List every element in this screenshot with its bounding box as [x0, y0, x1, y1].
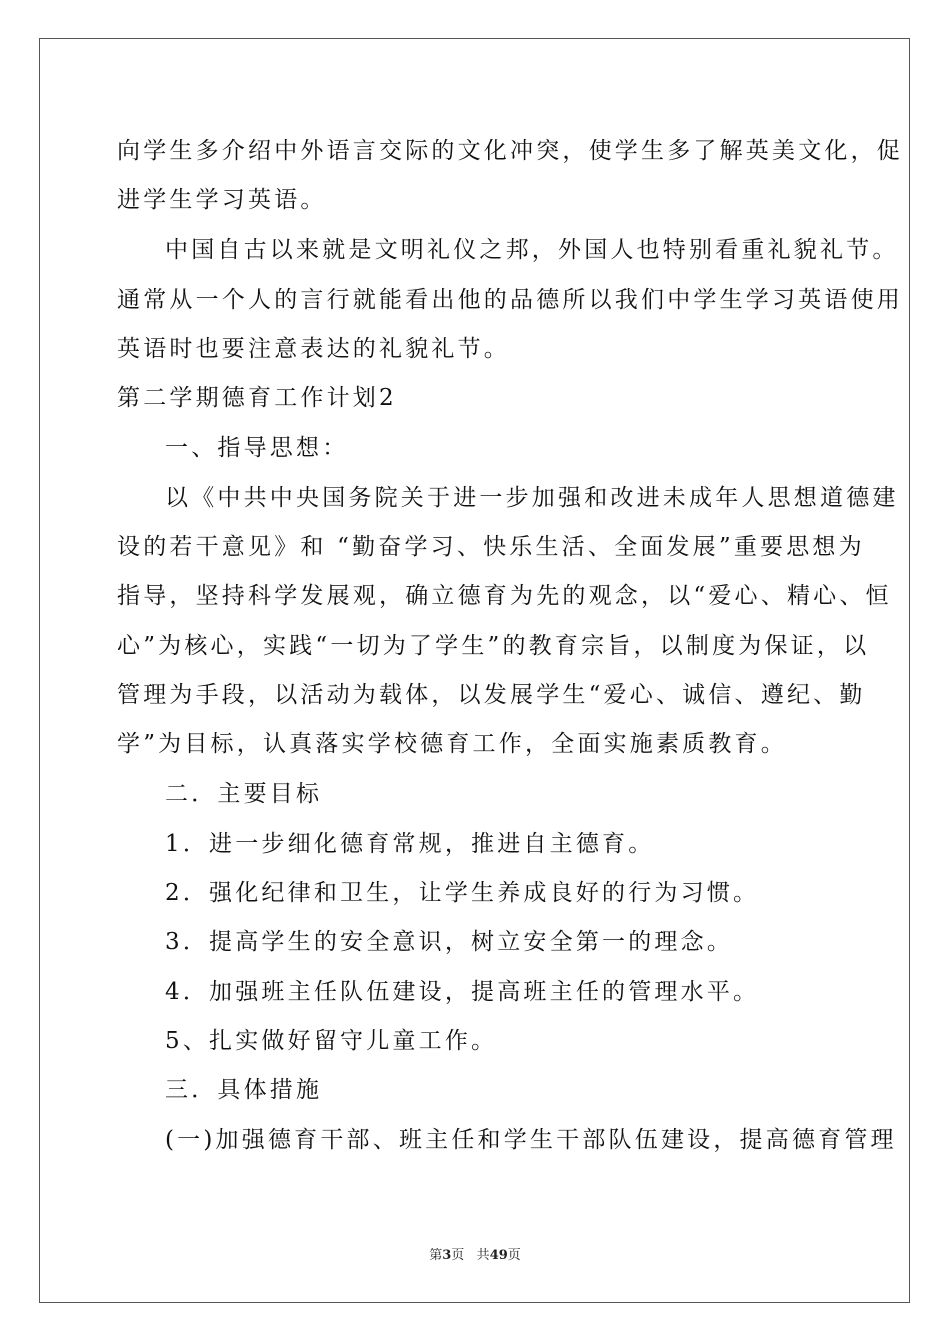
- text-line: 向学生多介绍中外语言交际的文化冲突，使学生多了解英美文化，促: [117, 138, 903, 164]
- section-title: 第二学期德育工作计划2: [117, 385, 397, 411]
- heading-main-goals: 二．主要目标: [165, 781, 323, 807]
- text-line: 指导，坚持科学发展观，确立德育为先的观念，以“爱心、精心、恒: [117, 583, 892, 609]
- total-suffix: 页: [507, 1248, 521, 1263]
- text-line: 以《中共中央国务院关于进一步加强和改进未成年人思想道德建: [165, 485, 899, 511]
- text-line: (一)加强德育干部、班主任和学生干部队伍建设，提高德育管理: [165, 1127, 897, 1153]
- page-number: 3: [442, 1248, 452, 1263]
- list-item: 2．强化纪律和卫生，让学生养成良好的行为习惯。: [165, 880, 760, 906]
- text-line: 英语时也要注意表达的礼貌礼节。: [117, 336, 510, 362]
- text-line: 管理为手段，以活动为载体，以发展学生“爱心、诚信、遵纪、勤: [117, 682, 866, 708]
- page-footer: [0, 1248, 950, 1264]
- page-prefix: 第: [429, 1248, 443, 1263]
- list-item: 1．进一步细化德育常规，推进自主德育。: [165, 831, 655, 857]
- list-item: 3．提高学生的安全意识，树立安全第一的理念。: [165, 929, 734, 955]
- total-prefix: 共: [476, 1248, 490, 1263]
- list-item: 5、扎实做好留守儿童工作。: [165, 1028, 498, 1054]
- page-suffix: 页: [451, 1248, 465, 1263]
- text-line: 心”为核心，实践“一切为了学生”的教育宗旨，以制度为保证，以: [117, 633, 870, 659]
- heading-specific-measures: 三．具体措施: [165, 1077, 323, 1103]
- total-pages: 49: [489, 1248, 508, 1263]
- text-line: 中国自古以来就是文明礼仪之邦，外国人也特别看重礼貌礼节。: [165, 237, 899, 263]
- text-line: 通常从一个人的言行就能看出他的品德所以我们中学生学习英语使用: [117, 287, 903, 313]
- text-line: 进学生学习英语。: [117, 187, 327, 213]
- page-border: [39, 38, 910, 1303]
- text-line: 学”为目标，认真落实学校德育工作，全面实施素质教育。: [117, 731, 787, 757]
- heading-guiding-thought: 一、指导思想：: [165, 435, 349, 461]
- text-line: 设的若干意见》和 “勤奋学习、快乐生活、全面发展”重要思想为: [117, 534, 865, 560]
- list-item: 4．加强班主任队伍建设，提高班主任的管理水平。: [165, 979, 760, 1005]
